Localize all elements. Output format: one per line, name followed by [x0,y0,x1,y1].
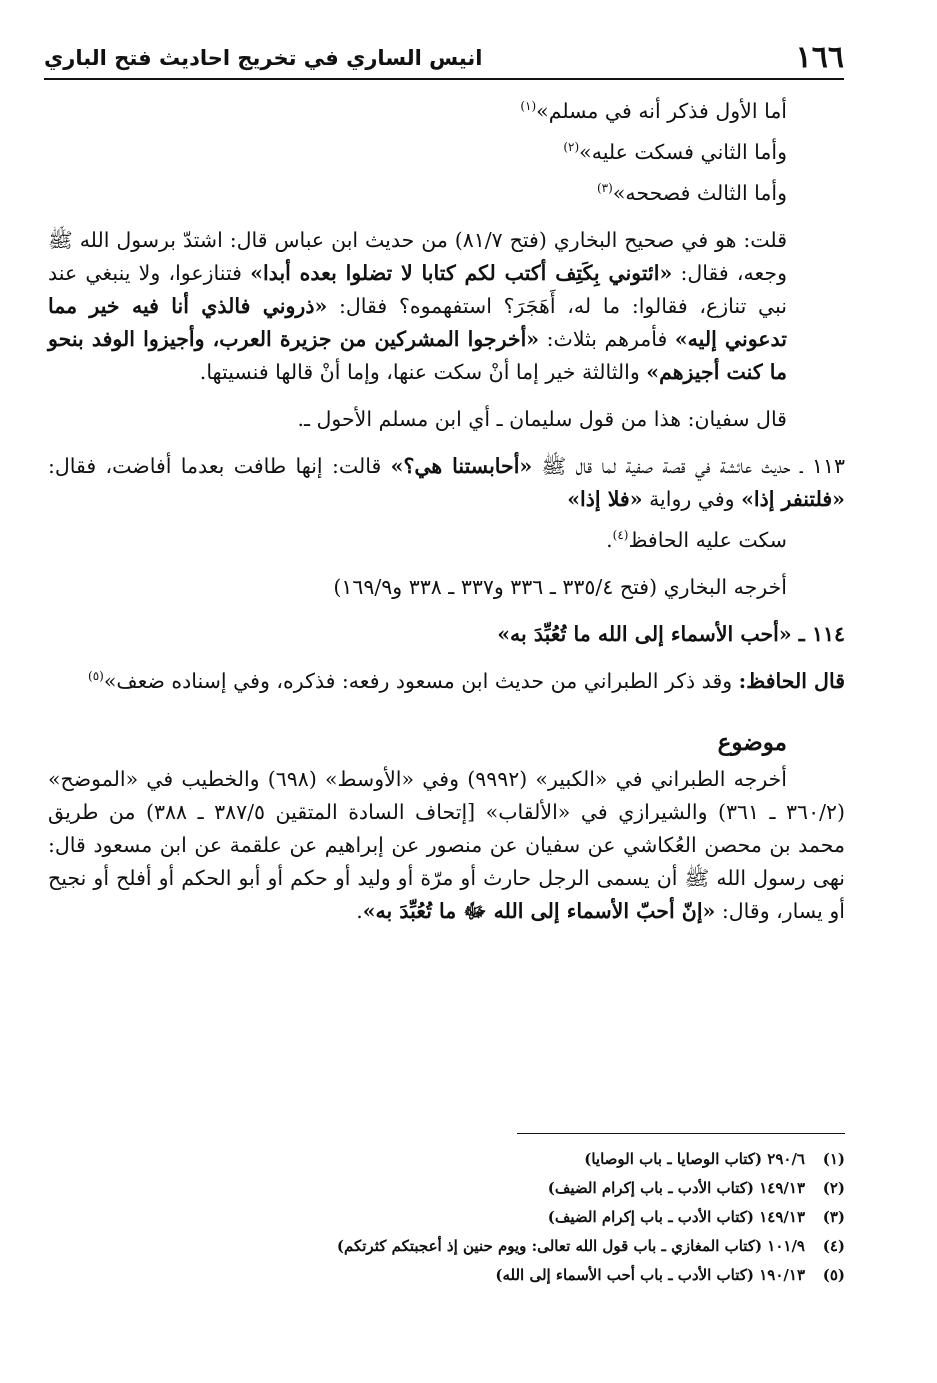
paragraph-sufyan: قال سفيان: هذا من قول سليمان ـ أي ابن مسلم الأحول ـ. [297,407,787,431]
footnote-ref: (٥) [88,669,104,684]
footnote-number: (٤) [822,1237,845,1255]
footnote-text: ١٤٩/١٣ (كتاب الأدب ـ باب إكرام الضيف) [547,1208,805,1226]
text-span: وفي رواية [642,487,742,511]
hadith-quote: «ذروني فالذي أنا فيه خير مما تدعوني إليه» [48,294,788,351]
text-span: أما الأول فذكر أنه في مسلم» [536,99,787,123]
paragraph-takhrij [48,763,845,928]
text-span: وأما الثاني فسكت عليه» [579,140,787,164]
footnotes [205,1145,845,1290]
hadith-quote: «ائتوني بِكَتِف أكتب لكم كتابا لا تضلوا بعده أبدا» [250,261,673,285]
hadith-quote: «أخرجوا المشركين من جزيرة العرب، وأجيزوا الوفد بنحو ما كنت أجيزهم» [48,327,787,384]
hadith-quote: «أحابستنا هي؟» [390,454,533,478]
hadith-114 [48,618,845,651]
footnote-number: (١) [822,1150,845,1168]
footnote-text: ١٩٠/١٣ (كتاب الأدب ـ باب أحب الأسماء إلى الله) [495,1266,805,1284]
running-title: انيس الساري في تخريج احاديث فتح الباري [44,46,483,70]
paragraph-commentary [48,224,845,389]
text-span: فتنازعوا، ولا ينبغي عند نبي تنازع، فقالوا: ما له، أَهَجَرَ؟ استفهموه؟ فقال: [48,261,787,318]
footnote-text: ١٤٩/١٣ (كتاب الأدب ـ باب إكرام الضيف) [547,1179,805,1197]
page-number: ١٦٦ [795,40,844,75]
text-span: فأمرهم بثلاث: [539,327,675,351]
footnote-text: ٢٩٠/٦ (كتاب الوصايا ـ باب الوصايا) [584,1150,805,1168]
page-header [44,38,844,80]
text-span: والثالثة خير إما أنْ سكت عنها، وإما أنْ قالها فنسيتها. [199,360,647,384]
footnote-number: (٣) [822,1208,845,1226]
paragraph-first-report [48,95,845,128]
footnote-item [205,1174,845,1203]
footnote-ref: (١) [520,99,537,114]
text-span: . [606,528,613,552]
text-span: ١١٣ ـ حديث عائشة في قصة صفية لما قال ﷺ [532,454,846,478]
footnote-ref: (٤) [612,528,629,543]
hadith-title: ١١٤ ـ «أحب الأسماء إلى الله ما تُعُبِّدَ به» [497,622,845,646]
footnote-item [205,1203,845,1232]
paragraph-silent [48,524,845,557]
text-span: أخرجه الطبراني في «الكبير» (٩٩٩٢) وفي «الأوسط» (٦٩٨) والخطيب في «الموضح» (٣٦٠/٢ ـ ٣٦١) والشيرازي في «الألقاب» [إتحاف السادة المتقين ٣٨٧/٥ ـ ٣٨٨) من طريق محمد بن محصن العُكاشي عن سفيان عن منصور عن إبراهيم عن علقمة عن ابن مسعود قال: نهى رسول الله ﷺ أن يسمى الرجل حارث أو مرّة أو وليد أو حكم أو أبو الحكم أو أفلح أو نجيح أو يسار، وقال: [48,767,845,923]
speaker-label: قال الحافظ: [738,669,845,693]
footnote-text: ١٠١/٩ (كتاب المغازي ـ باب قول الله تعالى: ويوم حنين إذ أعجبتكم كثرتكم) [336,1237,805,1255]
paragraph-second-report [48,136,845,169]
text-span: وقد ذكر الطبراني من حديث ابن مسعود رفعه: فذكره، وفي إسناده ضعف» [103,669,739,693]
paragraph-bukhari-ref: أخرجه البخاري (فتح ٣٣٥/٤ ـ ٣٣٦ و٣٣٧ ـ ٣٣٨ و١٦٩/٩) [333,575,787,599]
footnote-divider [517,1133,845,1134]
hadith-113 [48,450,845,516]
text-span: سكت عليه الحافظ [628,528,787,552]
footnote-item [205,1145,845,1174]
text-span: قلت: هو في صحيح البخاري (فتح ٨١/٧) من حديث ابن عباس قال: اشتدّ برسول الله ﷺ وجعه، فقال: [48,228,787,285]
hadith-quote: «إنّ أحبّ الأسماء إلى الله ﷻ ما تُعُبِّدَ به» [362,899,716,923]
paragraph-hafiz [48,665,845,698]
hadith-quote: «فلا إذا» [567,487,643,511]
footnote-ref: (٢) [563,140,580,155]
footnote-ref: (٣) [596,181,613,196]
hadith-quote: «فلتنفر إذا» [741,487,845,511]
footnote-item [205,1232,845,1261]
verdict-heading: موضوع [717,729,787,756]
text-span: وأما الثالث فصححه» [612,181,787,205]
text-span: . [356,899,363,923]
footnote-item [205,1261,845,1290]
footnote-number: (٢) [822,1179,845,1197]
text-span: قالت: إنها طافت بعدما أفاضت، فقال: [48,454,391,478]
main-text [48,95,845,928]
footnote-number: (٥) [822,1266,845,1284]
paragraph-third-report [48,177,845,210]
